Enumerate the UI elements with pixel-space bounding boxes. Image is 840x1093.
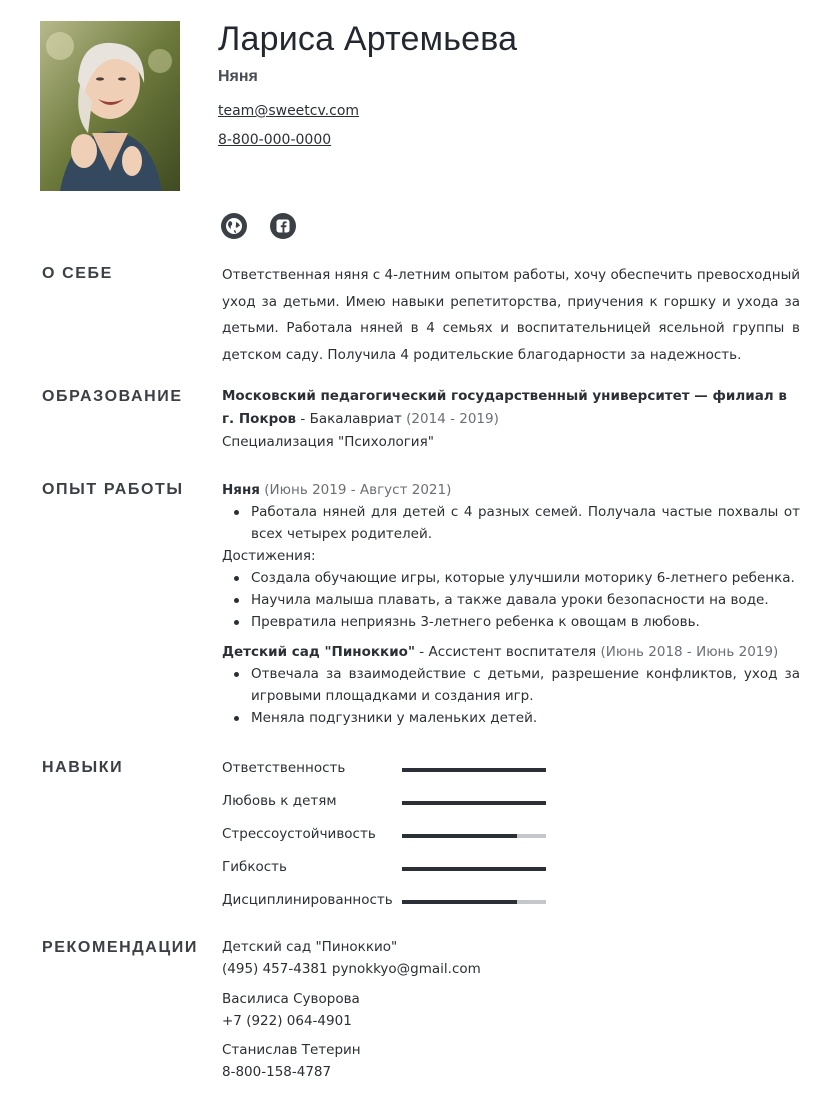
experience-duties (222, 501, 800, 545)
skill-label: Дисциплинированность (222, 892, 393, 908)
skill-bar (402, 867, 546, 871)
candidate-name: Лариса Артемьева (218, 20, 518, 58)
skill-bar-fill (402, 900, 517, 904)
experience-duties (222, 663, 800, 729)
portrait-image (40, 21, 180, 191)
experience-role: - Ассистент воспитателя (415, 644, 597, 660)
reference-name: Детский сад "Пиноккио" (222, 939, 398, 955)
list-item: Работала няней для детей с 4 разных семей. Получала частые похвалы от всех четырех родителей. (222, 501, 800, 545)
education-degree: - Бакалавриат (296, 411, 407, 427)
list-item: Отвечала за взаимодействие с детьми, разрешение конфликтов, уход за игровыми площадками и создания игр. (222, 663, 800, 707)
achievements-list (222, 567, 800, 633)
email-link[interactable]: team@sweetcv.com (218, 103, 360, 119)
skill-bar-fill (402, 834, 517, 838)
education-specialization: Специализация "Психология" (222, 434, 434, 450)
skill-bar-fill (402, 801, 546, 805)
reference-entry (222, 936, 481, 980)
education-institution: Московский педагогический государственный университет — филиал в г. Покров (222, 388, 787, 427)
education-years: (2014 - 2019) (406, 411, 499, 427)
reference-entry (222, 1039, 361, 1083)
reference-name: Станислав Тетерин (222, 1042, 361, 1058)
job-title: Няня (218, 68, 258, 85)
list-item: Меняла подгузники у маленьких детей. (222, 707, 800, 729)
education-entry (222, 385, 800, 454)
facebook-icon[interactable] (270, 213, 296, 239)
skill-bar (402, 900, 546, 904)
about-text: Ответственная няня с 4-летним опытом работы, хочу обеспечить превосходный уход за детьми. Имею навыки репетиторства, приучения к горшку и ухода за детьми. Работала няней в 4 семьях и воспитательницей ясельной группы в детском саду. Получила 4 родительские благодарности за надежность. (222, 267, 800, 363)
skill-label: Ответственность (222, 760, 346, 776)
section-title-references: РЕКОМЕНДАЦИИ (42, 939, 198, 956)
reference-name: Василиса Суворова (222, 991, 360, 1007)
skill-bar (402, 801, 546, 805)
skill-row (222, 793, 552, 813)
section-title-about: О СЕБЕ (42, 265, 113, 282)
achievements-label: Достижения: (222, 548, 316, 564)
section-title-experience: ОПЫТ РАБОТЫ (42, 481, 184, 498)
list-item: Превратила неприязнь 3-летнего ребенка к овощам в любовь. (222, 611, 800, 633)
experience-period: (Июнь 2018 - Июнь 2019) (596, 644, 779, 660)
reference-entry (222, 988, 360, 1032)
skill-bar-fill (402, 867, 546, 871)
skill-row (222, 859, 552, 879)
profile-photo (40, 21, 180, 191)
section-title-skills: НАВЫКИ (42, 759, 124, 776)
experience-period: (Июнь 2019 - Август 2021) (259, 482, 452, 498)
reference-contact: +7 (922) 064-4901 (222, 1013, 352, 1029)
experience-list (222, 479, 800, 729)
skill-row (222, 892, 552, 912)
experience-title: Няня (222, 482, 260, 498)
reference-contact: 8-800-158-4787 (222, 1064, 332, 1080)
experience-header (222, 479, 800, 501)
skill-row (222, 760, 552, 780)
skill-label: Стрессоустойчивость (222, 826, 376, 842)
skill-bar (402, 768, 546, 772)
experience-header (222, 641, 800, 663)
experience-title: Детский сад "Пиноккио" (222, 644, 415, 660)
section-title-education: ОБРАЗОВАНИЕ (42, 388, 183, 405)
reference-contact: (495) 457-4381 pynokkyo@gmail.com (222, 961, 481, 977)
skill-row (222, 826, 552, 846)
skill-bar-fill (402, 768, 546, 772)
list-item: Создала обучающие игры, которые улучшили моторику 6-летнего ребенка. (222, 567, 800, 589)
globe-icon[interactable] (221, 213, 247, 239)
skill-bar (402, 834, 546, 838)
skill-label: Любовь к детям (222, 793, 337, 809)
list-item: Научила малыша плавать, а также давала уроки безопасности на воде. (222, 589, 800, 611)
phone-link[interactable]: 8-800-000-0000 (218, 132, 332, 148)
skill-label: Гибкость (222, 859, 287, 875)
